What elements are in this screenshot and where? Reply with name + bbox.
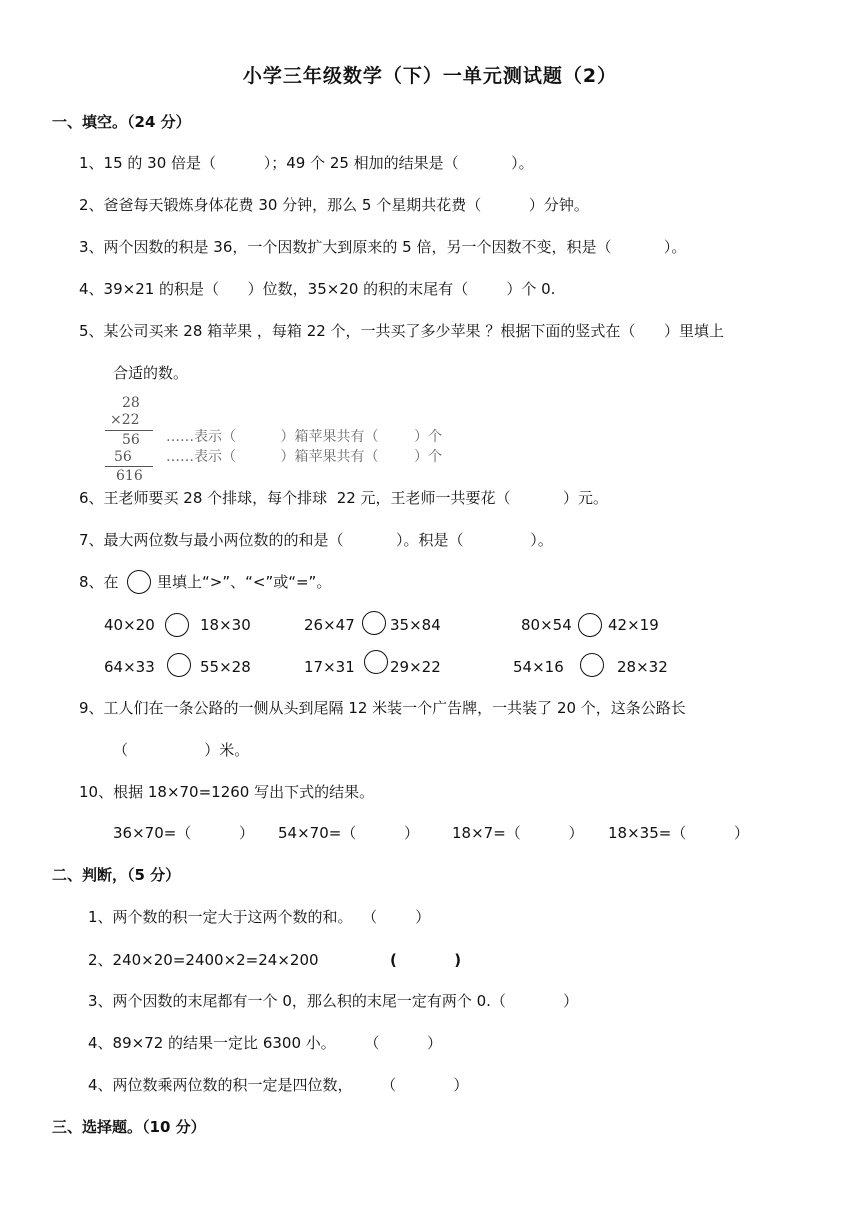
compare-1-right: 18×30 (200, 616, 251, 634)
judge-item-2: 2、240×20=2400×2=24×200 (88, 951, 319, 969)
question-10-item-2: 54×70=（ ） (278, 824, 419, 842)
compare-3-circle[interactable] (578, 613, 602, 637)
section-1-heading: 一、填空。（24 分） (52, 113, 191, 131)
section-3-heading: 三、选择题。（10 分） (52, 1118, 206, 1136)
compare-5-circle[interactable] (364, 650, 388, 674)
question-8-suffix: 里填上“>”、“<”或“=”。 (157, 573, 332, 591)
question-10-item-4: 18×35=（ ） (608, 824, 749, 842)
question-5-line-1: 5、某公司买来 28 箱苹果 ，每箱 22 个，一共买了多少苹果 ？根据下面的竖式在（ ）里填上 (79, 322, 724, 340)
judge-item-5: 4、两位数乘两位数的积一定是四位数， （ ） (88, 1076, 469, 1094)
compare-1-circle[interactable] (165, 613, 189, 637)
compare-2-left: 26×47 (304, 616, 355, 634)
compare-6-circle[interactable] (580, 653, 604, 677)
question-2: 2、爸爸每天锻炼身体花费 30 分钟，那么 5 个星期共花费（ ）分钟。 (79, 196, 589, 214)
judge-item-1: 1、两个数的积一定大于这两个数的和。 （ ） (88, 908, 431, 926)
calc-result: 616 (116, 468, 143, 484)
judge-item-3: 3、两个因数的末尾都有一个 0，那么积的末尾一定有两个 0.（ ） (88, 992, 579, 1010)
calc-hint-1: ……表示（ ）箱苹果共有（ ）个 (166, 429, 443, 445)
calc-multiplicand: 28 (122, 395, 140, 411)
section-2-heading: 二、判断，（5 分） (52, 866, 181, 884)
compare-circle-example (127, 570, 151, 594)
question-4: 4、39×21 的积是（ ）位数，35×20 的积的末尾有（ ）个 0. (79, 280, 556, 298)
compare-2-right: 35×84 (390, 616, 441, 634)
compare-5-right: 29×22 (390, 658, 441, 676)
calc-multiplier: ×22 (110, 412, 140, 428)
compare-5-left: 17×31 (304, 658, 355, 676)
question-5-line-2: 合适的数。 (113, 364, 189, 382)
judge-item-4: 4、89×72 的结果一定比 6300 小。 （ ） (88, 1034, 443, 1052)
question-7: 7、最大两位数与最小两位数的的和是（ ）。积是（ ）。 (79, 531, 553, 549)
question-9-line-1: 9、工人们在一条公路的一侧从头到尾隔 12 米装一个广告牌，一共装了 20 个，这条公路长 (79, 699, 686, 717)
question-10-item-1: 36×70=（ ） (113, 824, 254, 842)
compare-6-left: 54×16 (513, 658, 564, 676)
calc-hint-2: ……表示（ ）箱苹果共有（ ）个 (166, 449, 443, 465)
question-10-item-3: 18×7=（ ） (452, 824, 584, 842)
compare-4-circle[interactable] (167, 653, 191, 677)
compare-2-circle[interactable] (362, 611, 386, 635)
question-1: 1、15 的 30 倍是（ ）；49 个 25 相加的结果是（ ）。 (79, 154, 534, 172)
question-6: 6、王老师要买 28 个排球，每个排球 22 元，王老师一共要花（ ）元。 (79, 489, 609, 507)
compare-4-right: 55×28 (200, 658, 251, 676)
compare-6-right: 28×32 (617, 658, 668, 676)
question-8-prefix: 8、在 (79, 573, 119, 591)
judge-item-2-answer-paren: ( ) (390, 951, 462, 969)
calc-partial-2: 56 (114, 449, 132, 465)
question-3: 3、两个因数的积是 36，一个因数扩大到原来的 5 倍，另一个因数不变，积是（ ）。 (79, 238, 687, 256)
compare-3-right: 42×19 (608, 616, 659, 634)
question-10: 10、根据 18×70=1260 写出下式的结果。 (79, 783, 375, 801)
page-title: 小学三年级数学（下）一单元测试题（2） (242, 65, 618, 87)
compare-1-left: 40×20 (104, 616, 155, 634)
compare-3-left: 80×54 (521, 616, 572, 634)
calc-partial-1: 56 (122, 432, 140, 448)
question-9-line-2: （ ）米。 (113, 741, 250, 759)
compare-4-left: 64×33 (104, 658, 155, 676)
